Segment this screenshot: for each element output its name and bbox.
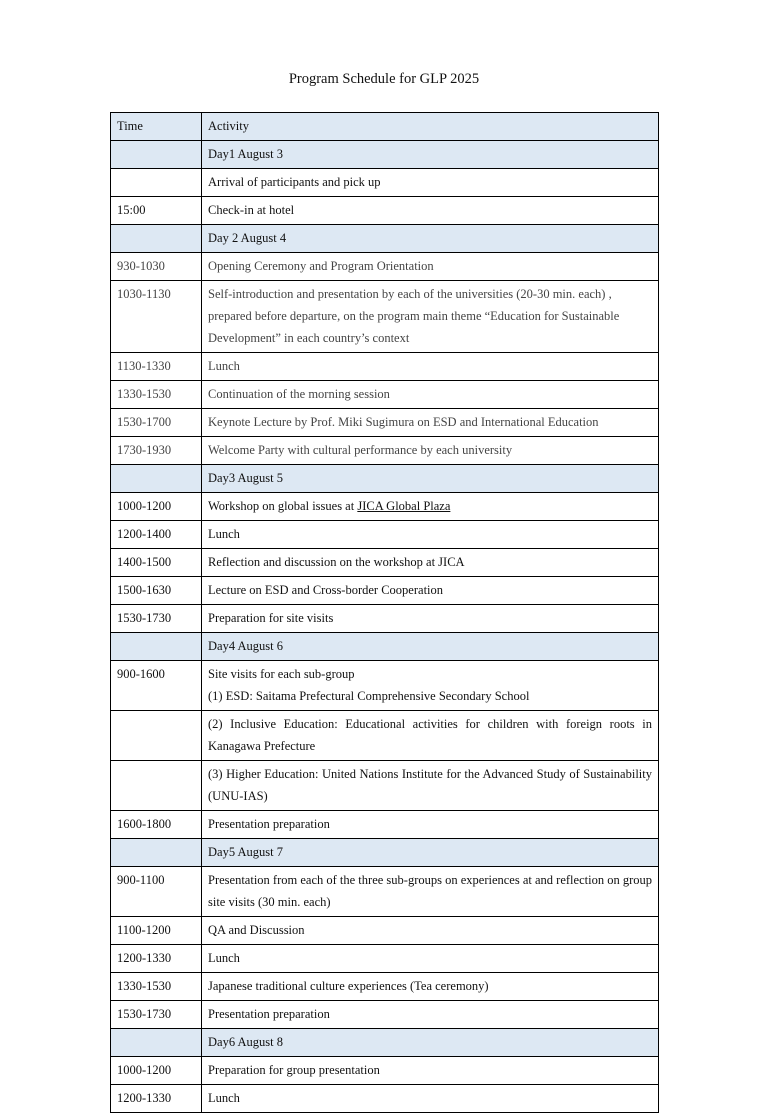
activity-text: (2) Inclusive Education: Educational activities for children with foreign roots in Kanagawa Prefecture — [208, 717, 652, 753]
time-cell: 1200-1330 — [111, 1085, 202, 1113]
activity-text: Check-in at hotel — [208, 203, 295, 217]
activity-text: Day1 August 3 — [208, 147, 283, 161]
time-cell: 1030-1130 — [111, 281, 202, 353]
table-row — [111, 197, 659, 225]
activity-text: Presentation preparation — [208, 1007, 330, 1021]
activity-cell — [202, 353, 659, 381]
activity-text: Presentation preparation — [208, 817, 330, 831]
table-row — [111, 605, 659, 633]
activity-cell — [202, 661, 659, 711]
activity-text: Day 2 August 4 — [208, 231, 287, 245]
day-header-row — [111, 1029, 659, 1057]
activity-text: Reflection and discussion on the workshop at JICA — [208, 555, 465, 569]
activity-cell — [202, 493, 659, 521]
day-header-row — [111, 465, 659, 493]
activity-text: Day5 August 7 — [208, 845, 283, 859]
activity-text: (3) Higher Education: United Nations Institute for the Advanced Study of Sustainability (UNU-IAS) — [208, 767, 652, 803]
time-cell: 1000-1200 — [111, 1057, 202, 1085]
table-row — [111, 945, 659, 973]
day-label-cell — [202, 225, 659, 253]
time-cell: 900-1100 — [111, 867, 202, 917]
time-cell: 1530-1700 — [111, 409, 202, 437]
time-cell — [111, 633, 202, 661]
time-cell: 1130-1330 — [111, 353, 202, 381]
activity-cell — [202, 1085, 659, 1113]
activity-text: Day6 August 8 — [208, 1035, 283, 1049]
activity-cell — [202, 973, 659, 1001]
time-cell: 1730-1930 — [111, 437, 202, 465]
time-cell: 1600-1800 — [111, 811, 202, 839]
table-row — [111, 409, 659, 437]
table-row — [111, 917, 659, 945]
activity-text: Japanese traditional culture experiences (Tea ceremony) — [208, 979, 489, 993]
activity-subline: (1) ESD: Saitama Prefectural Comprehensive Secondary School — [208, 689, 530, 703]
activity-text: Opening Ceremony and Program Orientation — [208, 259, 434, 273]
table-row — [111, 253, 659, 281]
activity-cell — [202, 577, 659, 605]
activity-text: Self-introduction and presentation by each of the universities (20-30 min. each) , prepared before departure, on the program main theme “Education for Sustainable Development” in each country’s context — [208, 287, 620, 345]
day-label-cell — [202, 839, 659, 867]
time-cell — [111, 761, 202, 811]
time-cell: 15:00 — [111, 197, 202, 225]
activity-text: Lunch — [208, 359, 240, 373]
time-cell: 1330-1530 — [111, 973, 202, 1001]
time-cell: 1200-1330 — [111, 945, 202, 973]
activity-cell — [202, 945, 659, 973]
activity-text: Welcome Party with cultural performance by each university — [208, 443, 513, 457]
activity-cell — [202, 381, 659, 409]
table-row — [111, 281, 659, 353]
day-label-cell — [202, 141, 659, 169]
table-row — [111, 381, 659, 409]
table-row — [111, 577, 659, 605]
activity-text: Preparation for group presentation — [208, 1063, 380, 1077]
time-cell — [111, 1029, 202, 1057]
activity-text: Arrival of participants and pick up — [208, 175, 381, 189]
activity-cell — [202, 169, 659, 197]
header-activity: Activity — [202, 113, 659, 141]
time-cell — [111, 711, 202, 761]
header-time: Time — [111, 113, 202, 141]
activity-text: Lunch — [208, 527, 240, 541]
activity-text: Lunch — [208, 951, 240, 965]
activity-text: Presentation from each of the three sub-groups on experiences at and reflection on group site visits (30 min. each) — [208, 873, 652, 909]
table-row — [111, 493, 659, 521]
time-cell — [111, 169, 202, 197]
activity-text: Site visits for each sub-group — [208, 667, 355, 681]
time-cell: 1200-1400 — [111, 521, 202, 549]
activity-cell — [202, 437, 659, 465]
activity-cell — [202, 1001, 659, 1029]
day-label-cell — [202, 1029, 659, 1057]
day-header-row — [111, 141, 659, 169]
activity-cell — [202, 253, 659, 281]
schedule-table — [110, 112, 659, 1113]
day-label-cell — [202, 633, 659, 661]
activity-cell — [202, 917, 659, 945]
activity-cell — [202, 197, 659, 225]
table-row — [111, 169, 659, 197]
time-cell: 1530-1730 — [111, 1001, 202, 1029]
activity-text: Workshop on global issues at — [208, 499, 358, 513]
activity-cell — [202, 1057, 659, 1085]
activity-text: Continuation of the morning session — [208, 387, 390, 401]
jica-global-plaza-link[interactable]: JICA Global Plaza — [357, 499, 451, 513]
table-row — [111, 437, 659, 465]
day-header-row — [111, 839, 659, 867]
day-header-row — [111, 633, 659, 661]
table-row — [111, 1001, 659, 1029]
time-cell: 1400-1500 — [111, 549, 202, 577]
activity-cell — [202, 549, 659, 577]
activity-cell — [202, 711, 659, 761]
activity-text: Keynote Lecture by Prof. Miki Sugimura on ESD and International Education — [208, 415, 599, 429]
activity-cell — [202, 811, 659, 839]
activity-text: Lecture on ESD and Cross-border Cooperation — [208, 583, 444, 597]
activity-cell — [202, 281, 659, 353]
time-cell: 930-1030 — [111, 253, 202, 281]
time-cell: 1330-1530 — [111, 381, 202, 409]
table-row — [111, 661, 659, 711]
activity-cell — [202, 521, 659, 549]
activity-text: Day4 August 6 — [208, 639, 283, 653]
time-cell: 1530-1730 — [111, 605, 202, 633]
time-cell — [111, 141, 202, 169]
time-cell — [111, 465, 202, 493]
table-row — [111, 353, 659, 381]
table-row — [111, 549, 659, 577]
time-cell — [111, 225, 202, 253]
time-cell — [111, 839, 202, 867]
table-row — [111, 761, 659, 811]
table-row — [111, 1057, 659, 1085]
day-label-cell — [202, 465, 659, 493]
time-cell: 900-1600 — [111, 661, 202, 711]
time-cell: 1000-1200 — [111, 493, 202, 521]
activity-text: Preparation for site visits — [208, 611, 334, 625]
table-row — [111, 521, 659, 549]
activity-cell — [202, 409, 659, 437]
activity-text: Lunch — [208, 1091, 240, 1105]
table-row — [111, 867, 659, 917]
table-header-row — [111, 113, 659, 141]
activity-text: Day3 August 5 — [208, 471, 283, 485]
activity-cell — [202, 761, 659, 811]
document-title: Program Schedule for GLP 2025 — [288, 71, 480, 87]
table-row — [111, 973, 659, 1001]
time-cell: 1100-1200 — [111, 917, 202, 945]
table-row — [111, 811, 659, 839]
time-cell: 1500-1630 — [111, 577, 202, 605]
activity-cell — [202, 867, 659, 917]
table-row — [111, 1085, 659, 1113]
table-row — [111, 711, 659, 761]
activity-text: QA and Discussion — [208, 923, 305, 937]
activity-cell — [202, 605, 659, 633]
day-header-row — [111, 225, 659, 253]
